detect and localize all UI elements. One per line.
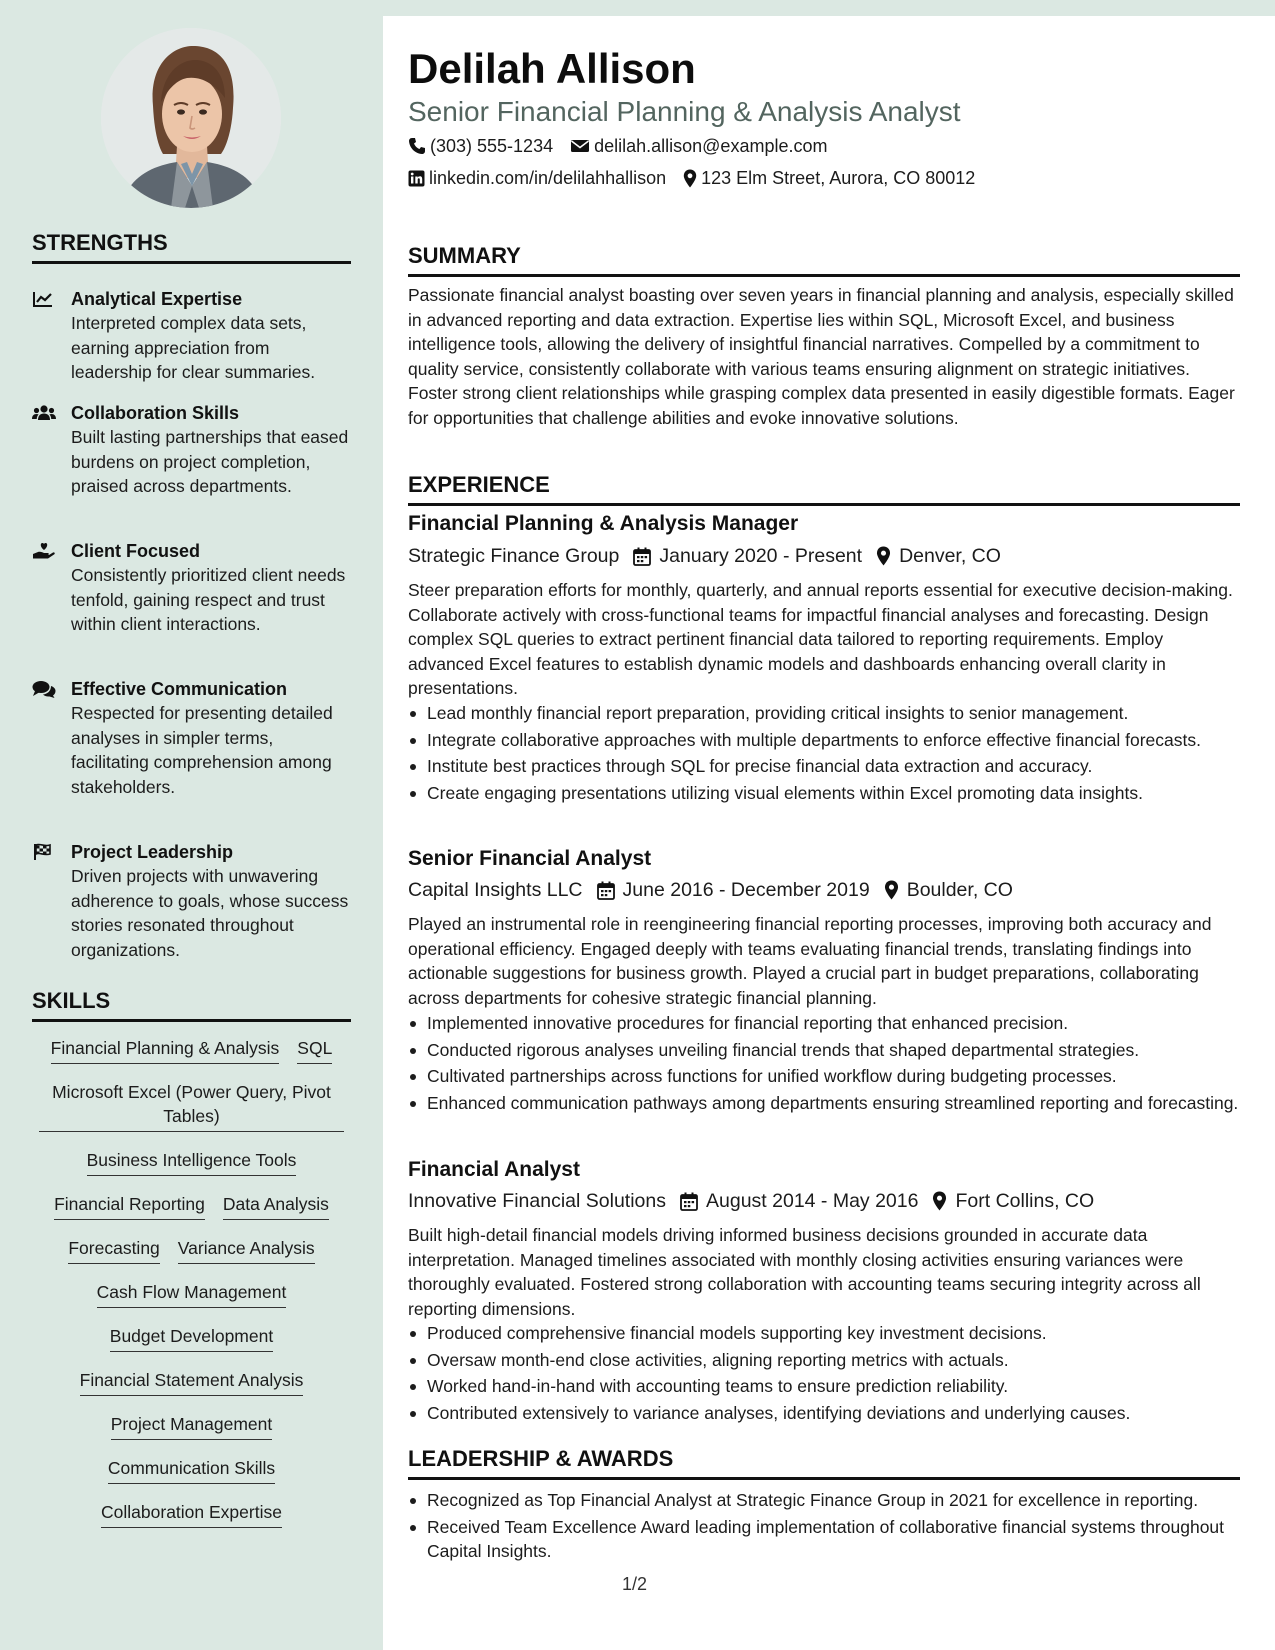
header-band xyxy=(383,0,1275,16)
strength-desc: Built lasting partnerships that eased burdens on project completion, praised across departments. xyxy=(71,427,349,496)
skills-heading: SKILLS xyxy=(32,988,351,1022)
contact-linkedin[interactable] xyxy=(408,166,666,190)
leadership-bullets xyxy=(408,1488,1240,1566)
linkedin-text: linkedin.com/in/delilahhallison xyxy=(429,168,667,188)
strength-title: Project Leadership xyxy=(71,842,234,862)
summary-text: Passionate financial analyst boasting over seven years in financial planning and analysis, especially skilled in advanced reporting and data extraction. Expertise lies within SQL, Microsoft Excel, and business intelligence tools, allowing the delivery of insightful financial narratives. Compelled by a commitment to quality service, consistently collaborate with various teams ensuring alignment on strategic initiatives. Foster strong client relationships while grasping complex data presented in easily digestible formats. Eager for opportunities that challenge abilities and evoke innovative solutions. xyxy=(408,285,1235,428)
skill-tag: Business Intelligence Tools xyxy=(87,1148,297,1176)
candidate-title: Senior Financial Planning & Analysis Analyst xyxy=(408,96,961,127)
job-company: Strategic Finance Group xyxy=(408,545,620,567)
strengths-heading: STRENGTHS xyxy=(32,230,351,264)
job-company: Innovative Financial Solutions xyxy=(408,1190,666,1212)
hand-heart-icon xyxy=(32,542,56,560)
strength-item xyxy=(32,677,351,799)
job-location: Denver, CO xyxy=(899,545,1001,567)
envelope-icon xyxy=(570,138,590,154)
strength-title: Analytical Expertise xyxy=(71,289,243,309)
calendar-icon xyxy=(597,881,615,900)
strength-item xyxy=(32,539,351,637)
candidate-name: Delilah Allison xyxy=(408,45,696,92)
job-bullets xyxy=(408,1321,1240,1427)
list-item: Worked hand-in-hand with accounting teams to ensure prediction reliability. xyxy=(408,1374,1240,1399)
address-text: 123 Elm Street, Aurora, CO 80012 xyxy=(701,168,976,188)
summary-heading: SUMMARY xyxy=(408,243,1240,277)
flag-checkered-icon xyxy=(32,843,56,861)
skill-tag: Data Analysis xyxy=(223,1192,329,1220)
map-pin-icon xyxy=(932,1191,947,1211)
contact-row xyxy=(408,166,992,190)
phone-text: (303) 555-1234 xyxy=(430,136,554,156)
contact-row xyxy=(408,134,844,158)
map-pin-icon xyxy=(884,880,899,900)
comments-icon xyxy=(32,680,56,698)
job-role: Senior Financial Analyst xyxy=(408,847,652,870)
strength-item xyxy=(32,401,351,499)
skills-list xyxy=(32,1036,351,1528)
list-item: Institute best practices through SQL for precise financial data extraction and accuracy. xyxy=(408,754,1240,779)
job-dates: August 2014 - May 2016 xyxy=(706,1190,919,1212)
list-item: Lead monthly financial report preparation, providing critical insights to senior management. xyxy=(408,701,1240,726)
skill-tag: Budget Development xyxy=(110,1324,273,1352)
job-location: Fort Collins, CO xyxy=(955,1190,1095,1212)
job-bullets xyxy=(408,1011,1240,1117)
skill-tag: Collaboration Expertise xyxy=(101,1500,282,1528)
strength-title: Client Focused xyxy=(71,541,201,561)
list-item: Enhanced communication pathways among departments ensuring streamlined reporting and forecasting. xyxy=(408,1091,1240,1116)
email-text: delilah.allison@example.com xyxy=(594,136,828,156)
job-location: Boulder, CO xyxy=(906,879,1013,901)
contact-phone[interactable] xyxy=(408,134,553,158)
job-meta xyxy=(408,1188,1094,1214)
list-item: Integrate collaborative approaches with multiple departments to enforce effective financial forecasts. xyxy=(408,728,1240,753)
strength-desc: Consistently prioritized client needs tenfold, gaining respect and trust within client interactions. xyxy=(71,565,346,634)
list-item: Recognized as Top Financial Analyst at Strategic Finance Group in 2021 for excellence in reporting. xyxy=(408,1488,1240,1513)
profile-photo xyxy=(101,28,281,208)
job-description: Built high-detail financial models driving informed business decisions grounded in accurate data interpretation. Managed timelines associated with monthly closing activities ensuring variances were thoroughly evaluated. Fostered strong collaboration with accounting teams securing integrity across all reporting dimensions. xyxy=(408,1225,1201,1319)
phone-icon xyxy=(408,137,426,155)
strength-desc: Driven projects with unwavering adherence to goals, whose success stories resonated throughout organizations. xyxy=(71,866,349,960)
chart-line-icon xyxy=(32,290,56,308)
list-item: Contributed extensively to variance analyses, identifying deviations and underlying causes. xyxy=(408,1401,1240,1426)
list-item: Implemented innovative procedures for financial reporting that enhanced precision. xyxy=(408,1011,1240,1036)
skill-tag: Communication Skills xyxy=(108,1456,275,1484)
skill-tag: Financial Planning & Analysis xyxy=(51,1036,280,1064)
calendar-icon xyxy=(680,1192,698,1211)
page-number: 1/2 xyxy=(622,1574,648,1594)
list-item: Conducted rigorous analyses unveiling financial trends that shaped departmental strategies. xyxy=(408,1038,1240,1063)
list-item: Oversaw month-end close activities, aligning reporting metrics with actuals. xyxy=(408,1348,1240,1373)
calendar-icon xyxy=(633,547,651,566)
job-description: Steer preparation efforts for monthly, quarterly, and annual reports essential for executive decision-making. Collaborate actively with cross-functional teams for impactful financial analyses and forecasting. Design complex SQL queries to extract pertinent financial data tailored to reporting requirements. Employ advanced Excel features to establish dynamic models and dashboards enhancing overall clarity in presentations. xyxy=(408,580,1233,698)
job-description: Played an instrumental role in reengineering financial reporting processes, improving both accuracy and operational efficiency. Engaged deeply with teams evaluating financial trends, translating findings into actionable suggestions for business growth. Played a crucial part in budget preparations, collaborating across departments for cohesive strategic financial planning. xyxy=(408,914,1212,1008)
strength-desc: Interpreted complex data sets, earning appreciation from leadership for clear summaries. xyxy=(71,313,316,382)
contact-address xyxy=(683,166,975,190)
list-item: Create engaging presentations utilizing visual elements within Excel promoting data insights. xyxy=(408,781,1240,806)
list-item: Received Team Excellence Award leading implementation of collaborative financial systems throughout Capital Insights. xyxy=(408,1515,1240,1564)
strength-desc: Respected for presenting detailed analyses in simpler terms, facilitating comprehension among stakeholders. xyxy=(71,703,333,797)
list-item: Cultivated partnerships across functions for unified workflow during budgeting processes. xyxy=(408,1064,1240,1089)
users-icon xyxy=(32,404,56,422)
strength-item xyxy=(32,287,351,385)
strength-item xyxy=(32,840,351,962)
leadership-heading: LEADERSHIP & AWARDS xyxy=(408,1446,1240,1480)
skill-tag: SQL xyxy=(297,1036,332,1064)
strength-title: Collaboration Skills xyxy=(71,403,240,423)
list-item: Produced comprehensive financial models supporting key investment decisions. xyxy=(408,1321,1240,1346)
job-meta xyxy=(408,877,1013,903)
experience-heading: EXPERIENCE xyxy=(408,472,1240,506)
job-dates: January 2020 - Present xyxy=(659,545,863,567)
skill-tag: Financial Statement Analysis xyxy=(80,1368,304,1396)
job-meta xyxy=(408,543,1001,569)
job-role: Financial Analyst xyxy=(408,1158,580,1181)
skill-tag: Financial Reporting xyxy=(54,1192,205,1220)
skill-tag: Microsoft Excel (Power Query, Pivot Tables) xyxy=(39,1080,344,1132)
skill-tag: Forecasting xyxy=(68,1236,159,1264)
contact-email[interactable] xyxy=(570,134,827,158)
linkedin-icon xyxy=(408,170,425,187)
job-company: Capital Insights LLC xyxy=(408,879,583,901)
skill-tag: Variance Analysis xyxy=(178,1236,315,1264)
job-role: Financial Planning & Analysis Manager xyxy=(408,512,799,535)
map-pin-icon xyxy=(683,169,697,188)
strength-title: Effective Communication xyxy=(71,679,288,699)
skill-tag: Project Management xyxy=(111,1412,272,1440)
job-dates: June 2016 - December 2019 xyxy=(622,879,870,901)
map-pin-icon xyxy=(876,546,891,566)
job-bullets xyxy=(408,701,1240,807)
skill-tag: Cash Flow Management xyxy=(97,1280,287,1308)
